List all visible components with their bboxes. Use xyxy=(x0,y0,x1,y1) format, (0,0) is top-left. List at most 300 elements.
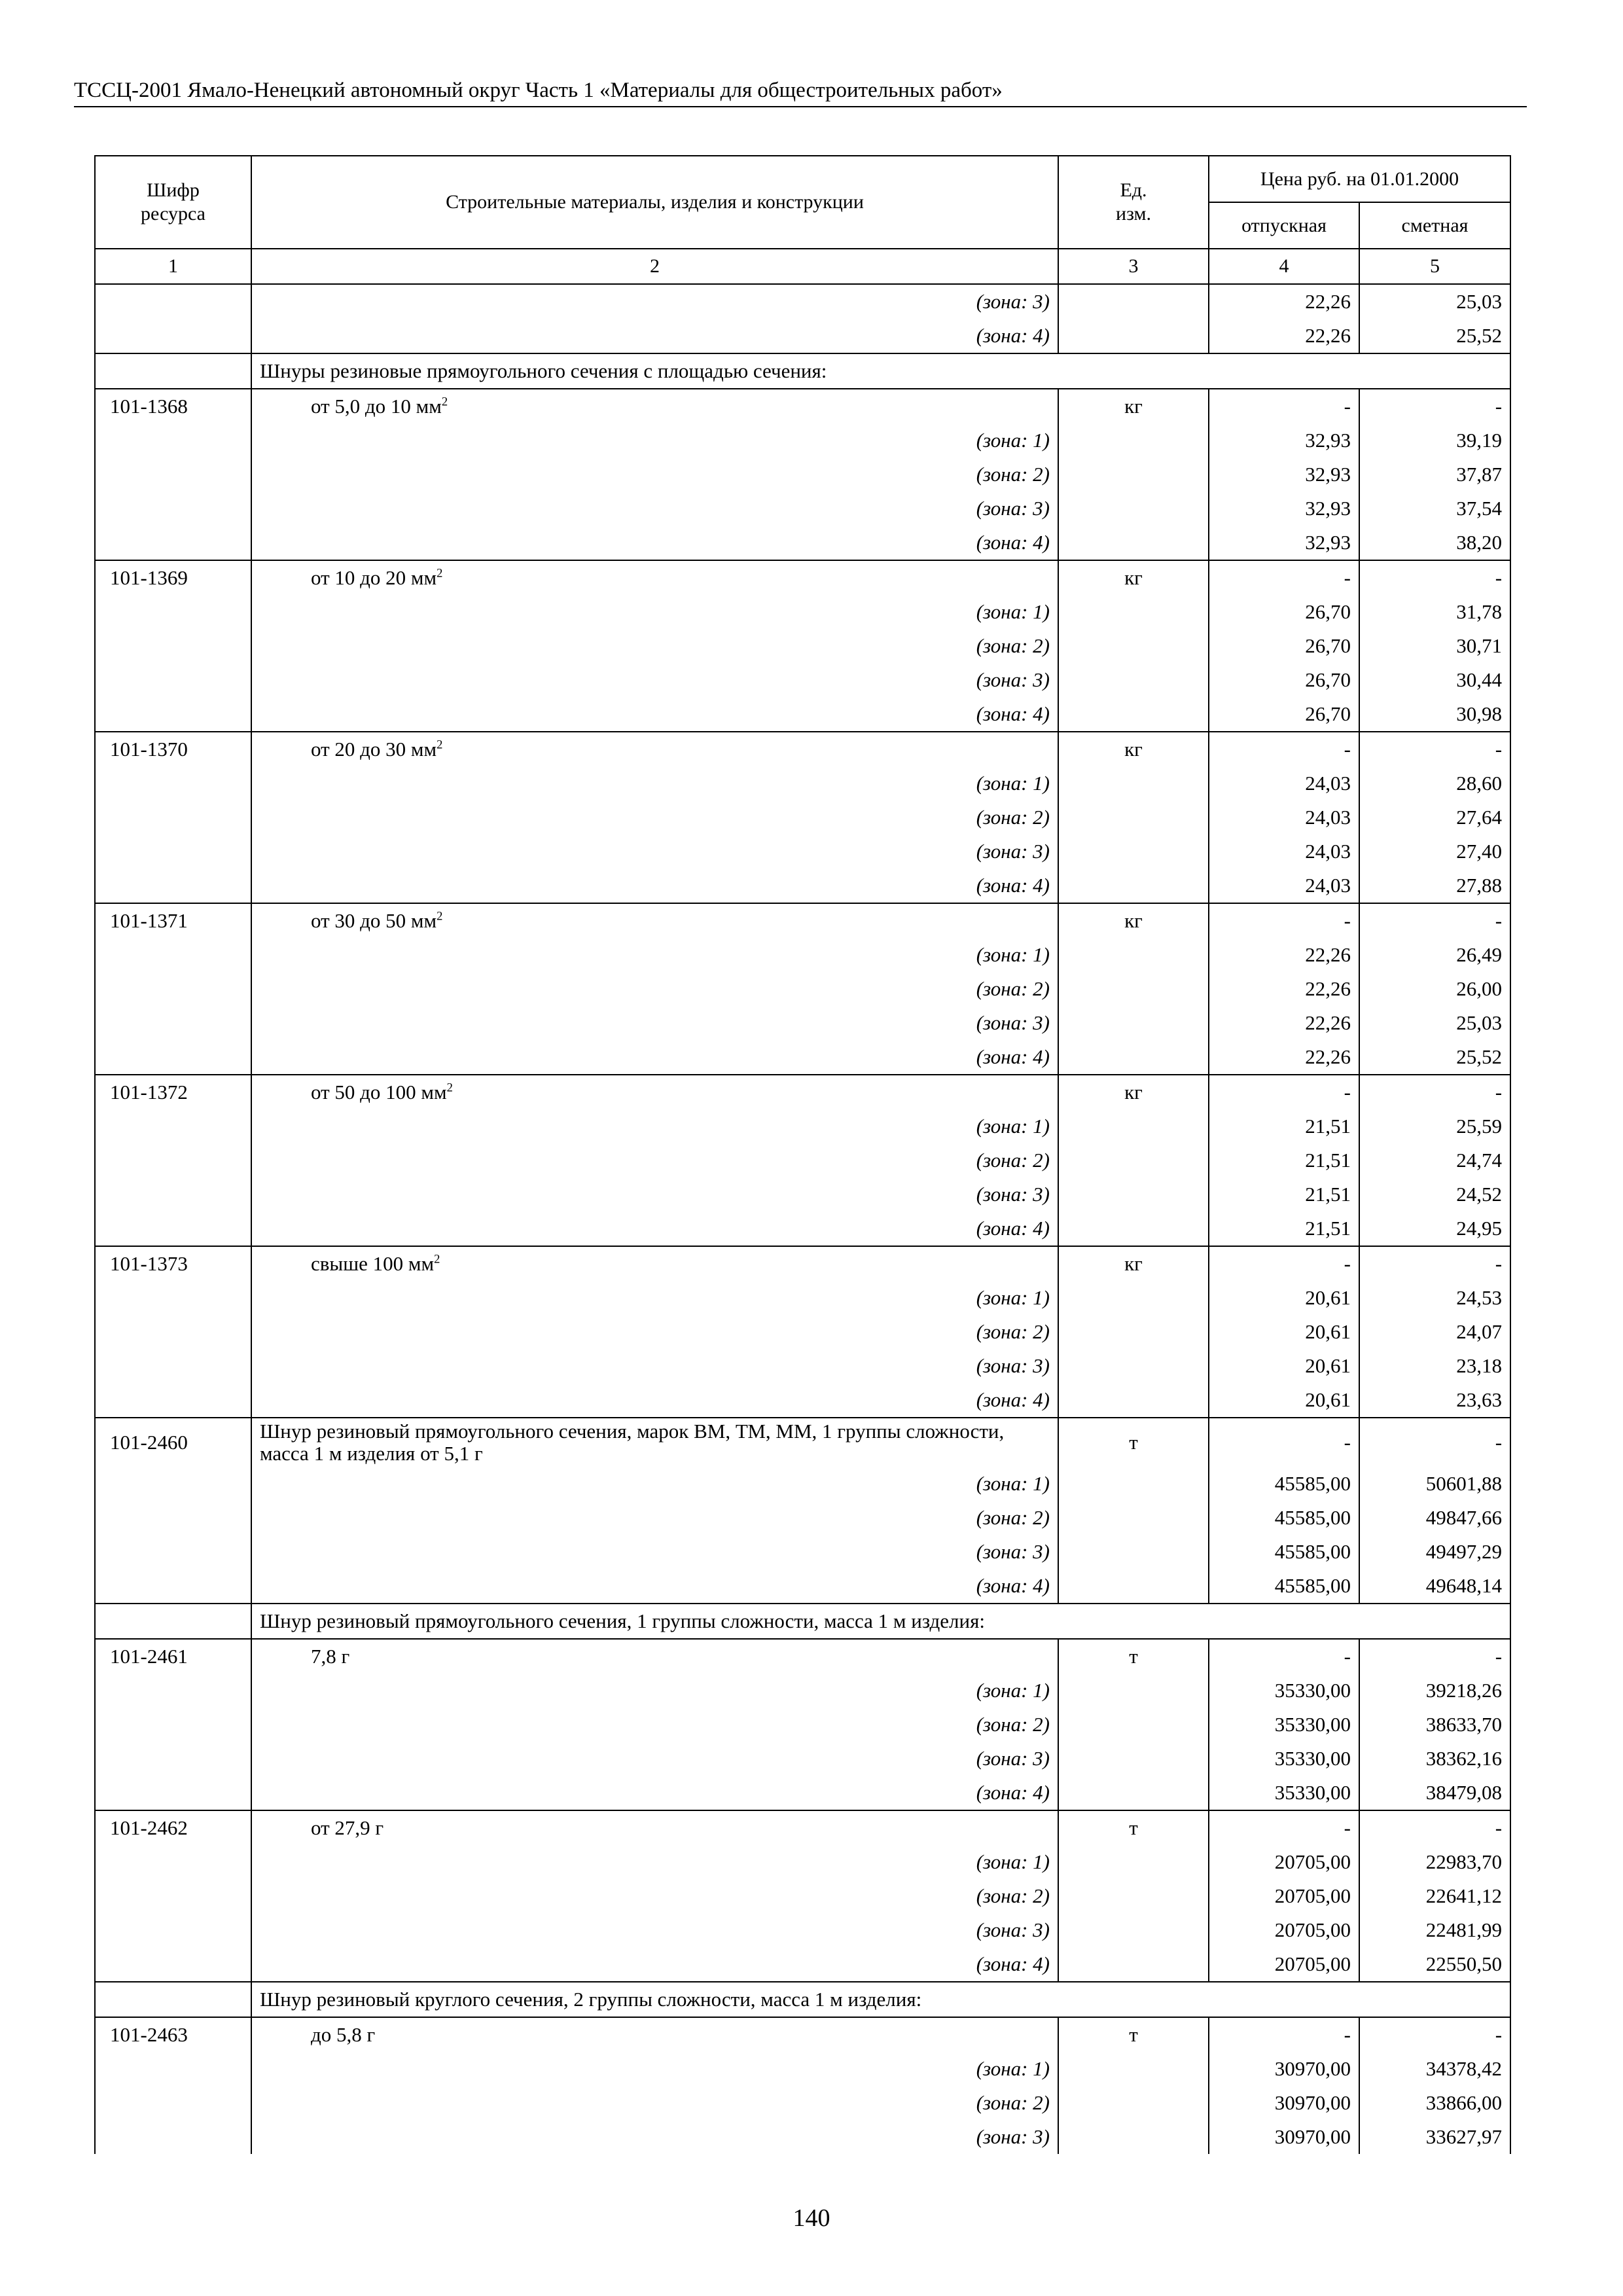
resource-code-cell xyxy=(95,1211,251,1246)
release-price: 22,26 xyxy=(1209,972,1359,1006)
estimate-price: 25,03 xyxy=(1359,284,1510,319)
material-name xyxy=(251,2017,1058,2052)
release-price: 45585,00 xyxy=(1209,1467,1359,1501)
release-price: 20705,00 xyxy=(1209,1879,1359,1913)
unit-cell xyxy=(1058,319,1209,353)
material-name-text: до 5,8 г xyxy=(311,2023,376,2046)
material-name xyxy=(251,1418,1058,1467)
table-row xyxy=(95,972,1510,1006)
release-price: 45585,00 xyxy=(1209,1535,1359,1569)
table-row xyxy=(95,1143,1510,1177)
estimate-price: 39,19 xyxy=(1359,423,1510,457)
zone-label: (зона: 3) xyxy=(251,2120,1058,2154)
col-header-name: Строительные материалы, изделия и конструкции xyxy=(251,156,1058,249)
resource-code-cell xyxy=(95,1281,251,1315)
zone-label: (зона: 3) xyxy=(251,834,1058,869)
table-row xyxy=(95,1708,1510,1742)
estimate-price: 38,20 xyxy=(1359,526,1510,560)
resource-code-cell xyxy=(95,1708,251,1742)
table-row xyxy=(95,1569,1510,1604)
estimate-price: - xyxy=(1359,732,1510,766)
table-row xyxy=(95,1776,1510,1810)
material-name-text: от 10 до 20 мм xyxy=(311,566,437,589)
resource-code-cell xyxy=(95,800,251,834)
estimate-price: 39218,26 xyxy=(1359,1674,1510,1708)
zone-label: (зона: 3) xyxy=(251,663,1058,697)
col-num-1: 1 xyxy=(95,249,251,284)
unit-cell xyxy=(1058,1349,1209,1383)
zone-label: (зона: 4) xyxy=(251,1569,1058,1604)
release-price: 30970,00 xyxy=(1209,2120,1359,2154)
estimate-price: 27,40 xyxy=(1359,834,1510,869)
release-price: 30970,00 xyxy=(1209,2086,1359,2120)
unit-cell xyxy=(1058,2086,1209,2120)
release-price: 21,51 xyxy=(1209,1109,1359,1143)
unit-cell xyxy=(1058,663,1209,697)
unit-cell xyxy=(1058,1535,1209,1569)
zone-label: (зона: 2) xyxy=(251,1315,1058,1349)
resource-code-cell xyxy=(95,1467,251,1501)
material-name xyxy=(251,1246,1058,1281)
resource-code-cell xyxy=(95,1349,251,1383)
resource-code-cell xyxy=(95,1040,251,1075)
release-price: - xyxy=(1209,560,1359,595)
release-price: - xyxy=(1209,389,1359,423)
table-row xyxy=(95,1246,1510,1281)
release-price: 21,51 xyxy=(1209,1143,1359,1177)
resource-code: 101-1372 xyxy=(95,1075,251,1109)
unit-cell xyxy=(1058,492,1209,526)
release-price: 32,93 xyxy=(1209,526,1359,560)
table-row xyxy=(95,800,1510,834)
table-row xyxy=(95,663,1510,697)
estimate-price: 24,95 xyxy=(1359,1211,1510,1246)
unit-cell: кг xyxy=(1058,732,1209,766)
resource-code-cell xyxy=(95,423,251,457)
zone-label: (зона: 3) xyxy=(251,1535,1058,1569)
zone-label: (зона: 4) xyxy=(251,526,1058,560)
table-row xyxy=(95,697,1510,732)
release-price: - xyxy=(1209,903,1359,938)
release-price: 24,03 xyxy=(1209,869,1359,903)
release-price: 26,70 xyxy=(1209,629,1359,663)
estimate-price: - xyxy=(1359,1810,1510,1845)
estimate-price: 49648,14 xyxy=(1359,1569,1510,1604)
estimate-price: 22983,70 xyxy=(1359,1845,1510,1879)
estimate-price: 25,59 xyxy=(1359,1109,1510,1143)
zone-label: (зона: 2) xyxy=(251,2086,1058,2120)
estimate-price: 38633,70 xyxy=(1359,1708,1510,1742)
unit-cell xyxy=(1058,2052,1209,2086)
table-row xyxy=(95,1604,1510,1639)
estimate-price: - xyxy=(1359,903,1510,938)
table-row xyxy=(95,1467,1510,1501)
table-row xyxy=(95,284,1510,319)
table-row xyxy=(95,1879,1510,1913)
estimate-price: 49497,29 xyxy=(1359,1535,1510,1569)
release-price: 21,51 xyxy=(1209,1177,1359,1211)
unit-cell xyxy=(1058,1383,1209,1418)
resource-code-cell xyxy=(95,1383,251,1418)
table-row xyxy=(95,1810,1510,1845)
resource-code-cell xyxy=(95,766,251,800)
zone-label: (зона: 1) xyxy=(251,423,1058,457)
unit-cell xyxy=(1058,834,1209,869)
resource-code-cell xyxy=(95,1947,251,1982)
unit-cell: т xyxy=(1058,1418,1209,1467)
release-price: - xyxy=(1209,2017,1359,2052)
resource-code-cell xyxy=(95,284,251,319)
material-name-text: от 20 до 30 мм xyxy=(311,738,437,761)
unit-cell xyxy=(1058,1913,1209,1947)
release-price: 24,03 xyxy=(1209,800,1359,834)
col-header-unit: Ед. изм. xyxy=(1058,156,1209,249)
estimate-price: - xyxy=(1359,1075,1510,1109)
resource-code-cell xyxy=(95,938,251,972)
unit-cell xyxy=(1058,526,1209,560)
resource-code: 101-1373 xyxy=(95,1246,251,1281)
resource-code-cell xyxy=(95,1501,251,1535)
zone-label: (зона: 1) xyxy=(251,938,1058,972)
table-row xyxy=(95,869,1510,903)
release-price: - xyxy=(1209,1246,1359,1281)
estimate-price: 38479,08 xyxy=(1359,1776,1510,1810)
zone-label: (зона: 3) xyxy=(251,1913,1058,1947)
page-number: 140 xyxy=(793,2204,830,2232)
unit-cell xyxy=(1058,1315,1209,1349)
zone-label: (зона: 2) xyxy=(251,1708,1058,1742)
unit-cell xyxy=(1058,629,1209,663)
table-row xyxy=(95,834,1510,869)
col-header-price: Цена руб. на 01.01.2000 xyxy=(1209,156,1510,202)
release-price: 24,03 xyxy=(1209,834,1359,869)
estimate-price: 28,60 xyxy=(1359,766,1510,800)
resource-code-cell xyxy=(95,972,251,1006)
unit-cell xyxy=(1058,1776,1209,1810)
material-name-text: свыше 100 мм xyxy=(311,1252,435,1275)
zone-label: (зона: 4) xyxy=(251,697,1058,732)
estimate-price: 31,78 xyxy=(1359,595,1510,629)
estimate-price: 33866,00 xyxy=(1359,2086,1510,2120)
resource-code-cell xyxy=(95,595,251,629)
material-name xyxy=(251,560,1058,595)
table-row xyxy=(95,1383,1510,1418)
resource-code-cell xyxy=(95,1879,251,1913)
zone-label: (зона: 2) xyxy=(251,629,1058,663)
release-price: 20,61 xyxy=(1209,1315,1359,1349)
unit-cell xyxy=(1058,1947,1209,1982)
table-row xyxy=(95,1281,1510,1315)
estimate-price: - xyxy=(1359,560,1510,595)
table-row xyxy=(95,1177,1510,1211)
estimate-price: 23,18 xyxy=(1359,1349,1510,1383)
zone-label: (зона: 1) xyxy=(251,2052,1058,2086)
unit-cell xyxy=(1058,284,1209,319)
resource-code: 101-2462 xyxy=(95,1810,251,1845)
estimate-price: - xyxy=(1359,1418,1510,1467)
release-price: 32,93 xyxy=(1209,423,1359,457)
zone-label: (зона: 2) xyxy=(251,800,1058,834)
release-price: 22,26 xyxy=(1209,1006,1359,1040)
zone-label: (зона: 2) xyxy=(251,1879,1058,1913)
estimate-price: 23,63 xyxy=(1359,1383,1510,1418)
zone-label: (зона: 2) xyxy=(251,1501,1058,1535)
release-price: 21,51 xyxy=(1209,1211,1359,1246)
zone-label: (зона: 4) xyxy=(251,1947,1058,1982)
table-row xyxy=(95,1947,1510,1982)
resource-code: 101-1368 xyxy=(95,389,251,423)
unit-cell xyxy=(1058,1569,1209,1604)
resource-code-cell xyxy=(95,834,251,869)
resource-code-cell xyxy=(95,1006,251,1040)
resource-code-cell xyxy=(95,1845,251,1879)
resource-code-cell xyxy=(95,457,251,492)
zone-label: (зона: 3) xyxy=(251,1349,1058,1383)
table-row xyxy=(95,1742,1510,1776)
col-num-4: 4 xyxy=(1209,249,1359,284)
zone-label: (зона: 4) xyxy=(251,1383,1058,1418)
resource-code-cell xyxy=(95,2086,251,2120)
unit-cell: т xyxy=(1058,1639,1209,1674)
table-row xyxy=(95,353,1510,389)
unit-superscript: 2 xyxy=(437,909,443,924)
release-price: 20705,00 xyxy=(1209,1913,1359,1947)
resource-code-cell xyxy=(95,2052,251,2086)
table-row xyxy=(95,1075,1510,1109)
unit-cell xyxy=(1058,697,1209,732)
release-price: 32,93 xyxy=(1209,457,1359,492)
table-row xyxy=(95,1845,1510,1879)
table-row xyxy=(95,1535,1510,1569)
estimate-price: 30,98 xyxy=(1359,697,1510,732)
estimate-price: 27,88 xyxy=(1359,869,1510,903)
unit-cell xyxy=(1058,1708,1209,1742)
material-name-text: 7,8 г xyxy=(311,1645,350,1668)
material-name-text: от 27,9 г xyxy=(311,1816,384,1839)
release-price: 22,26 xyxy=(1209,284,1359,319)
release-price: - xyxy=(1209,1075,1359,1109)
estimate-price: 24,07 xyxy=(1359,1315,1510,1349)
unit-cell xyxy=(1058,1467,1209,1501)
table-body xyxy=(95,284,1510,2154)
estimate-price: 37,54 xyxy=(1359,492,1510,526)
unit-superscript: 2 xyxy=(437,738,443,752)
unit-cell: т xyxy=(1058,2017,1209,2052)
table-row xyxy=(95,457,1510,492)
resource-code-cell xyxy=(95,1535,251,1569)
unit-cell xyxy=(1058,1177,1209,1211)
material-name xyxy=(251,1810,1058,1845)
table-row xyxy=(95,560,1510,595)
table-row xyxy=(95,1982,1510,2017)
unit-cell xyxy=(1058,1109,1209,1143)
price-table xyxy=(94,155,1511,2154)
resource-code-cell xyxy=(95,1982,251,2017)
release-price: 45585,00 xyxy=(1209,1501,1359,1535)
table-row xyxy=(95,492,1510,526)
estimate-price: 25,03 xyxy=(1359,1006,1510,1040)
release-price: 30970,00 xyxy=(1209,2052,1359,2086)
zone-label: (зона: 4) xyxy=(251,1211,1058,1246)
table-row xyxy=(95,423,1510,457)
unit-cell xyxy=(1058,766,1209,800)
unit-cell xyxy=(1058,1040,1209,1075)
unit-cell xyxy=(1058,1006,1209,1040)
table-row xyxy=(95,903,1510,938)
release-price: 20705,00 xyxy=(1209,1947,1359,1982)
resource-code-cell xyxy=(95,1177,251,1211)
zone-label: (зона: 1) xyxy=(251,1674,1058,1708)
unit-cell xyxy=(1058,1742,1209,1776)
estimate-price: 22641,12 xyxy=(1359,1879,1510,1913)
table-row xyxy=(95,1501,1510,1535)
unit-cell: кг xyxy=(1058,389,1209,423)
table-row xyxy=(95,766,1510,800)
resource-code-cell xyxy=(95,663,251,697)
estimate-price: 30,44 xyxy=(1359,663,1510,697)
unit-cell xyxy=(1058,1501,1209,1535)
group-title: Шнур резиновый прямоугольного сечения, 1 группы сложности, масса 1 м изделия: xyxy=(251,1604,1510,1639)
resource-code-cell xyxy=(95,1569,251,1604)
resource-code: 101-1371 xyxy=(95,903,251,938)
table-row xyxy=(95,319,1510,353)
estimate-price: 30,71 xyxy=(1359,629,1510,663)
material-name xyxy=(251,1639,1058,1674)
estimate-price: 25,52 xyxy=(1359,319,1510,353)
resource-code-cell xyxy=(95,1913,251,1947)
material-name-text: от 50 до 100 мм xyxy=(311,1081,447,1103)
zone-label: (зона: 2) xyxy=(251,972,1058,1006)
table-row xyxy=(95,1040,1510,1075)
zone-label: (зона: 1) xyxy=(251,595,1058,629)
estimate-price: 34378,42 xyxy=(1359,2052,1510,2086)
resource-code: 101-2460 xyxy=(95,1418,251,1467)
unit-cell xyxy=(1058,2120,1209,2154)
estimate-price: 49847,66 xyxy=(1359,1501,1510,1535)
resource-code-cell xyxy=(95,697,251,732)
estimate-price: - xyxy=(1359,389,1510,423)
release-price: - xyxy=(1209,732,1359,766)
unit-cell: кг xyxy=(1058,903,1209,938)
zone-label: (зона: 3) xyxy=(251,1177,1058,1211)
unit-cell xyxy=(1058,938,1209,972)
material-name xyxy=(251,732,1058,766)
estimate-price: - xyxy=(1359,2017,1510,2052)
release-price: 45585,00 xyxy=(1209,1569,1359,1604)
col-num-5: 5 xyxy=(1359,249,1510,284)
zone-label: (зона: 3) xyxy=(251,1006,1058,1040)
col-num-2: 2 xyxy=(251,249,1058,284)
zone-label: (зона: 1) xyxy=(251,766,1058,800)
estimate-price: 24,52 xyxy=(1359,1177,1510,1211)
estimate-price: 22550,50 xyxy=(1359,1947,1510,1982)
resource-code-cell xyxy=(95,629,251,663)
resource-code-cell xyxy=(95,1742,251,1776)
resource-code-cell xyxy=(95,1604,251,1639)
resource-code-cell xyxy=(95,1315,251,1349)
table-row xyxy=(95,629,1510,663)
col-num-3: 3 xyxy=(1058,249,1209,284)
estimate-price: 37,87 xyxy=(1359,457,1510,492)
resource-code-cell xyxy=(95,319,251,353)
estimate-price: 38362,16 xyxy=(1359,1742,1510,1776)
release-price: 35330,00 xyxy=(1209,1708,1359,1742)
release-price: 32,93 xyxy=(1209,492,1359,526)
unit-cell xyxy=(1058,800,1209,834)
release-price: 22,26 xyxy=(1209,319,1359,353)
resource-code-cell xyxy=(95,526,251,560)
table-row xyxy=(95,2052,1510,2086)
col-header-release: отпускная xyxy=(1209,202,1359,249)
zone-label: (зона: 3) xyxy=(251,1742,1058,1776)
release-price: 35330,00 xyxy=(1209,1776,1359,1810)
resource-code-cell xyxy=(95,492,251,526)
col-header-code: Шифр ресурса xyxy=(95,156,251,249)
zone-label: (зона: 1) xyxy=(251,1845,1058,1879)
release-price: 20,61 xyxy=(1209,1383,1359,1418)
unit-cell xyxy=(1058,1879,1209,1913)
material-name xyxy=(251,389,1058,423)
unit-cell xyxy=(1058,1143,1209,1177)
unit-cell xyxy=(1058,595,1209,629)
table-row xyxy=(95,1913,1510,1947)
table-row xyxy=(95,1211,1510,1246)
page-header: ТССЦ-2001 Ямало-Ненецкий автономный округ Часть 1 «Материалы для общестроительных работ» xyxy=(74,75,1527,107)
table-row xyxy=(95,1109,1510,1143)
unit-cell xyxy=(1058,1674,1209,1708)
table-row xyxy=(95,732,1510,766)
table-row xyxy=(95,2120,1510,2154)
release-price: 22,26 xyxy=(1209,1040,1359,1075)
release-price: 20705,00 xyxy=(1209,1845,1359,1879)
table-row xyxy=(95,1639,1510,1674)
resource-code-cell xyxy=(95,2120,251,2154)
release-price: 26,70 xyxy=(1209,697,1359,732)
zone-label: (зона: 1) xyxy=(251,1467,1058,1501)
unit-cell: кг xyxy=(1058,1075,1209,1109)
release-price: 22,26 xyxy=(1209,938,1359,972)
zone-label: (зона: 1) xyxy=(251,1109,1058,1143)
zone-label: (зона: 3) xyxy=(251,284,1058,319)
unit-superscript: 2 xyxy=(441,395,448,409)
release-price: 20,61 xyxy=(1209,1349,1359,1383)
release-price: 26,70 xyxy=(1209,663,1359,697)
resource-code: 101-2463 xyxy=(95,2017,251,2052)
release-price: 35330,00 xyxy=(1209,1742,1359,1776)
zone-label: (зона: 4) xyxy=(251,869,1058,903)
zone-label: (зона: 4) xyxy=(251,1040,1058,1075)
group-title: Шнур резиновый круглого сечения, 2 группы сложности, масса 1 м изделия: xyxy=(251,1982,1510,2017)
table-row xyxy=(95,1418,1510,1467)
estimate-price: 26,49 xyxy=(1359,938,1510,972)
table-row xyxy=(95,595,1510,629)
unit-superscript: 2 xyxy=(434,1252,440,1266)
release-price: 26,70 xyxy=(1209,595,1359,629)
zone-label: (зона: 4) xyxy=(251,1776,1058,1810)
estimate-price: 33627,97 xyxy=(1359,2120,1510,2154)
table-row xyxy=(95,1674,1510,1708)
material-name xyxy=(251,1075,1058,1109)
zone-label: (зона: 2) xyxy=(251,1143,1058,1177)
unit-superscript: 2 xyxy=(437,566,443,581)
unit-superscript: 2 xyxy=(446,1081,453,1095)
table-row xyxy=(95,389,1510,423)
release-price: 24,03 xyxy=(1209,766,1359,800)
unit-cell xyxy=(1058,1845,1209,1879)
resource-code-cell xyxy=(95,1143,251,1177)
unit-cell xyxy=(1058,457,1209,492)
unit-cell xyxy=(1058,1281,1209,1315)
